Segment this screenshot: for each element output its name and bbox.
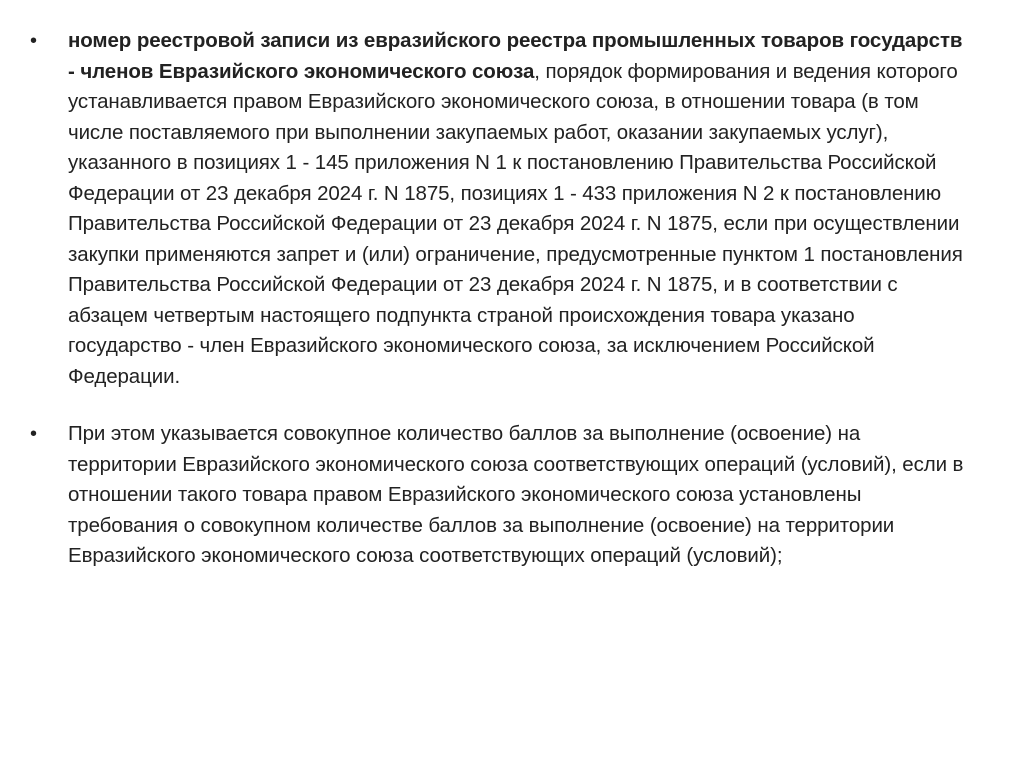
bullet-regular-text: При этом указывается совокупное количество баллов за выполнение (освоение) на территории Евразийского экономического союза соответствующих операций (условий), если в отношении такого товара правом Евразийского экономического союза установлены требования о совокупном количестве баллов за выполнение (освоение) на территории Евразийского экономического союза соответствующих операций (условий); (68, 422, 964, 567)
bullet-icon: • (30, 423, 38, 445)
bullet-item-points-total (30, 419, 994, 572)
bullet-text-points-total (68, 419, 994, 572)
bullet-text-registry-record (68, 26, 994, 392)
bullet-bold-text: номер реестровой записи из евразийского реестра промышленных товаров государств - членов Евразийского экономического союза (68, 29, 963, 83)
bullet-regular-text: , порядок формирования и ведения которого устанавливается правом Евразийского экономического союза, в отношении товара (в том числе поставляемого при выполнении закупаемых работ, оказании закупаемых услуг), указанного в позициях 1 - 145 приложения N 1 к постановлению Правительства Российской Федерации от 23 декабря 2024 г. N 1875, позициях 1 - 433 приложения N 2 к постановлению Правительства Российской Федерации от 23 декабря 2024 г. N 1875, если при осуществлении закупки применяются запрет и (или) ограничение, предусмотренные пунктом 1 постановления Правительства Российской Федерации от 23 декабря 2024 г. N 1875, и в соответствии с абзацем четвертым настоящего подпункта страной происхождения товара указано государство - член Евразийского экономического союза, за исключением Российской Федерации. (68, 59, 963, 388)
bullet-item-registry-record (30, 26, 994, 392)
bullet-list (30, 26, 994, 572)
bullet-icon: • (30, 30, 38, 52)
